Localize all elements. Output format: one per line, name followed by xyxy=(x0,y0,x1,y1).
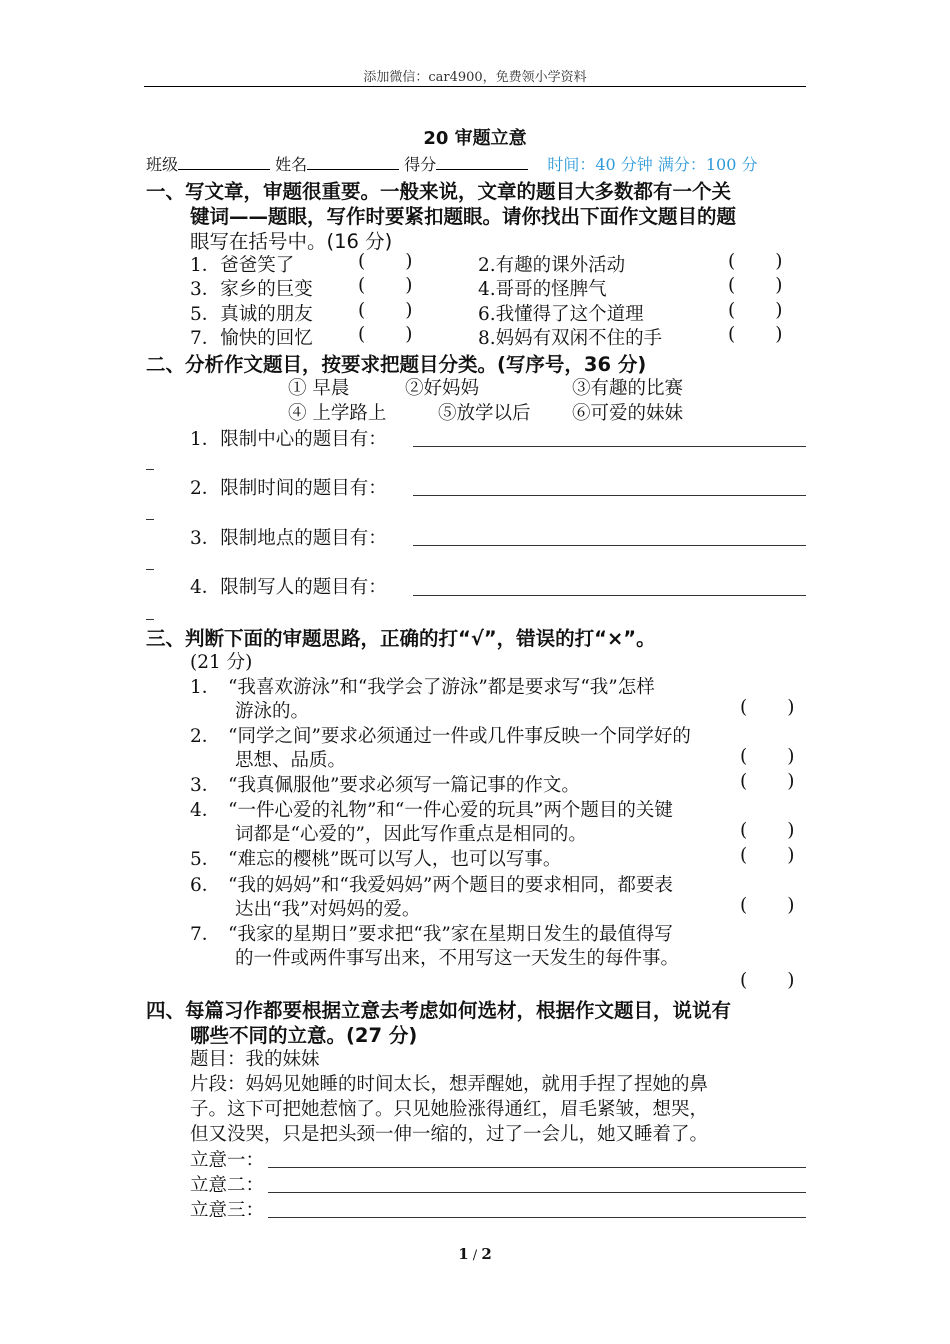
s1-paren-8[interactable]: ( ) xyxy=(728,324,783,345)
class-label: 班级 xyxy=(146,155,179,174)
s2-option-3: ③有趣的比赛 xyxy=(572,378,684,399)
s1-paren-3[interactable]: ( ) xyxy=(358,275,413,296)
s3-item-6-line2: 达出“我”对妈妈的爱。 xyxy=(235,899,421,920)
s3-item-3-num: 3． xyxy=(190,775,221,796)
section3-points: (21 分) xyxy=(190,652,253,673)
info-row xyxy=(146,152,758,175)
s2-option-4: ④ 上学路上 xyxy=(288,403,387,424)
s2-dash-3 xyxy=(146,569,154,570)
s4-answer-line-1[interactable] xyxy=(268,1167,806,1168)
s1-paren-2[interactable]: ( ) xyxy=(728,251,783,272)
section4-heading-line2: 哪些不同的立意。(27 分) xyxy=(190,1024,418,1047)
s2-answer-line-1[interactable] xyxy=(413,446,806,447)
name-field[interactable] xyxy=(307,154,399,170)
s3-paren-2[interactable]: ( ) xyxy=(740,746,795,767)
class-field[interactable] xyxy=(178,154,270,170)
s3-paren-7[interactable]: ( ) xyxy=(740,970,795,991)
s1-paren-5[interactable]: ( ) xyxy=(358,300,413,321)
s1-paren-6[interactable]: ( ) xyxy=(728,300,783,321)
s2-answer-line-3[interactable] xyxy=(413,545,806,546)
s3-item-1-num: 1． xyxy=(190,677,221,698)
s4-answer-line-2[interactable] xyxy=(268,1192,806,1193)
s2-question-2: 2．限制时间的题目有： xyxy=(190,478,387,499)
s2-question-1: 1．限制中心的题目有： xyxy=(190,429,387,450)
s3-paren-5[interactable]: ( ) xyxy=(740,845,795,866)
s2-option-1: ① 早晨 xyxy=(288,378,350,399)
time-info: 时间：40 分钟 满分：100 分 xyxy=(547,155,758,174)
s4-passage-line1: 片段：妈妈见她睡的时间太长，想弄醒她，就用手捏了捏她的鼻 xyxy=(190,1074,709,1095)
s3-item-2-line1: “同学之间”要求必须通过一件或几件事反映一个同学好的 xyxy=(228,726,691,747)
s1-paren-4[interactable]: ( ) xyxy=(728,275,783,296)
section1-heading-line1: 一、写文章，审题很重要。一般来说，文章的题目大多数都有一个关 xyxy=(146,180,732,203)
section4-heading-line1: 四、每篇习作都要根据立意去考虑如何选材，根据作文题目，说说有 xyxy=(146,999,732,1022)
page-total: 2 xyxy=(481,1245,492,1263)
s2-option-2: ②好妈妈 xyxy=(405,378,480,399)
s2-question-4: 4．限制写人的题目有： xyxy=(190,577,387,598)
s3-item-7-line2: 的一件或两件事写出来，不用写这一天发生的每件事。 xyxy=(235,948,680,969)
s3-paren-3[interactable]: ( ) xyxy=(740,771,795,792)
s4-answer-label-2: 立意二： xyxy=(190,1175,265,1196)
s1-item-2: 2.有趣的课外活动 xyxy=(478,255,626,276)
section1-heading-line2: 键词——题眼，写作时要紧扣题眼。请你找出下面作文题目的题 xyxy=(190,205,737,228)
s1-item-6: 6.我懂得了这个道理 xyxy=(478,304,644,325)
s2-question-3: 3．限制地点的题目有： xyxy=(190,528,387,549)
s3-item-6-line1: “我的妈妈”和“我爱妈妈”两个题目的要求相同，都要表 xyxy=(228,875,673,896)
s1-item-5: 5．真诚的朋友 xyxy=(190,304,313,325)
s1-item-8: 8.妈妈有双闲不住的手 xyxy=(478,328,663,349)
s3-item-5-line1: “难忘的樱桃”既可以写人，也可以写事。 xyxy=(228,849,562,870)
s3-item-1-line2: 游泳的。 xyxy=(235,701,310,722)
section3-heading: 三、判断下面的审题思路，正确的打“√”，错误的打“×”。 xyxy=(146,627,656,650)
s4-answer-label-1: 立意一： xyxy=(190,1150,265,1171)
s3-item-6-num: 6． xyxy=(190,875,221,896)
section2-heading: 二、分析作文题目，按要求把题目分类。(写序号，36 分) xyxy=(146,353,647,376)
section1-heading-line3: 眼写在括号中。(16 分) xyxy=(190,230,393,253)
s3-paren-6[interactable]: ( ) xyxy=(740,895,795,916)
s2-option-5: ⑤放学以后 xyxy=(438,403,531,424)
s4-answer-label-3: 立意三： xyxy=(190,1200,265,1221)
s4-answer-line-3[interactable] xyxy=(268,1217,806,1218)
page-title: 20 审题立意 xyxy=(423,128,527,149)
s1-item-3: 3．家乡的巨变 xyxy=(190,279,313,300)
s3-item-1-line1: “我喜欢游泳”和“我学会了游泳”都是要求写“我”怎样 xyxy=(228,677,655,698)
s3-item-2-line2: 思想、品质。 xyxy=(235,750,347,771)
s3-paren-4[interactable]: ( ) xyxy=(740,820,795,841)
s4-passage-line2: 子。这下可把她惹恼了。只见她脸涨得通红，眉毛紧皱，想哭， xyxy=(190,1099,709,1120)
s3-item-7-line1: “我家的星期日”要求把“我”家在星期日发生的最值得写 xyxy=(228,924,673,945)
s1-paren-7[interactable]: ( ) xyxy=(358,324,413,345)
s3-paren-1[interactable]: ( ) xyxy=(740,697,795,718)
s2-dash-1 xyxy=(146,469,154,470)
s1-item-4: 4.哥哥的怪脾气 xyxy=(478,279,607,300)
s2-dash-4 xyxy=(146,619,154,620)
page-number: 1 / 2 xyxy=(458,1245,492,1263)
s3-item-3-line1: “我真佩服他”要求必须写一篇记事的作文。 xyxy=(228,775,580,796)
s4-passage-line3: 但又没哭，只是把头颈一伸一缩的，过了一会儿，她又睡着了。 xyxy=(190,1124,709,1145)
s1-item-7: 7．愉快的回忆 xyxy=(190,328,313,349)
s2-dash-2 xyxy=(146,519,154,520)
s1-paren-1[interactable]: ( ) xyxy=(358,251,413,272)
s3-item-4-line2: 词都是“心爱的”，因此写作重点是相同的。 xyxy=(235,824,587,845)
page-header: 添加微信：car4900，免费领小学资料 xyxy=(363,70,587,85)
s3-item-4-num: 4． xyxy=(190,800,221,821)
score-label: 得分 xyxy=(404,155,437,174)
s3-item-5-num: 5． xyxy=(190,849,221,870)
s3-item-2-num: 2． xyxy=(190,726,221,747)
name-label: 姓名 xyxy=(275,155,308,174)
page-current: 1 xyxy=(458,1245,469,1263)
s2-answer-line-4[interactable] xyxy=(413,595,806,596)
s3-item-7-num: 7． xyxy=(190,924,221,945)
header-rule xyxy=(144,86,806,87)
s2-answer-line-2[interactable] xyxy=(413,495,806,496)
s4-topic: 题目：我的妹妹 xyxy=(190,1049,320,1070)
s3-item-4-line1: “一件心爱的礼物”和“一件心爱的玩具”两个题目的关键 xyxy=(228,800,673,821)
score-field[interactable] xyxy=(436,154,528,170)
s1-item-1: 1．爸爸笑了 xyxy=(190,255,295,276)
s2-option-6: ⑥可爱的妹妹 xyxy=(572,403,684,424)
